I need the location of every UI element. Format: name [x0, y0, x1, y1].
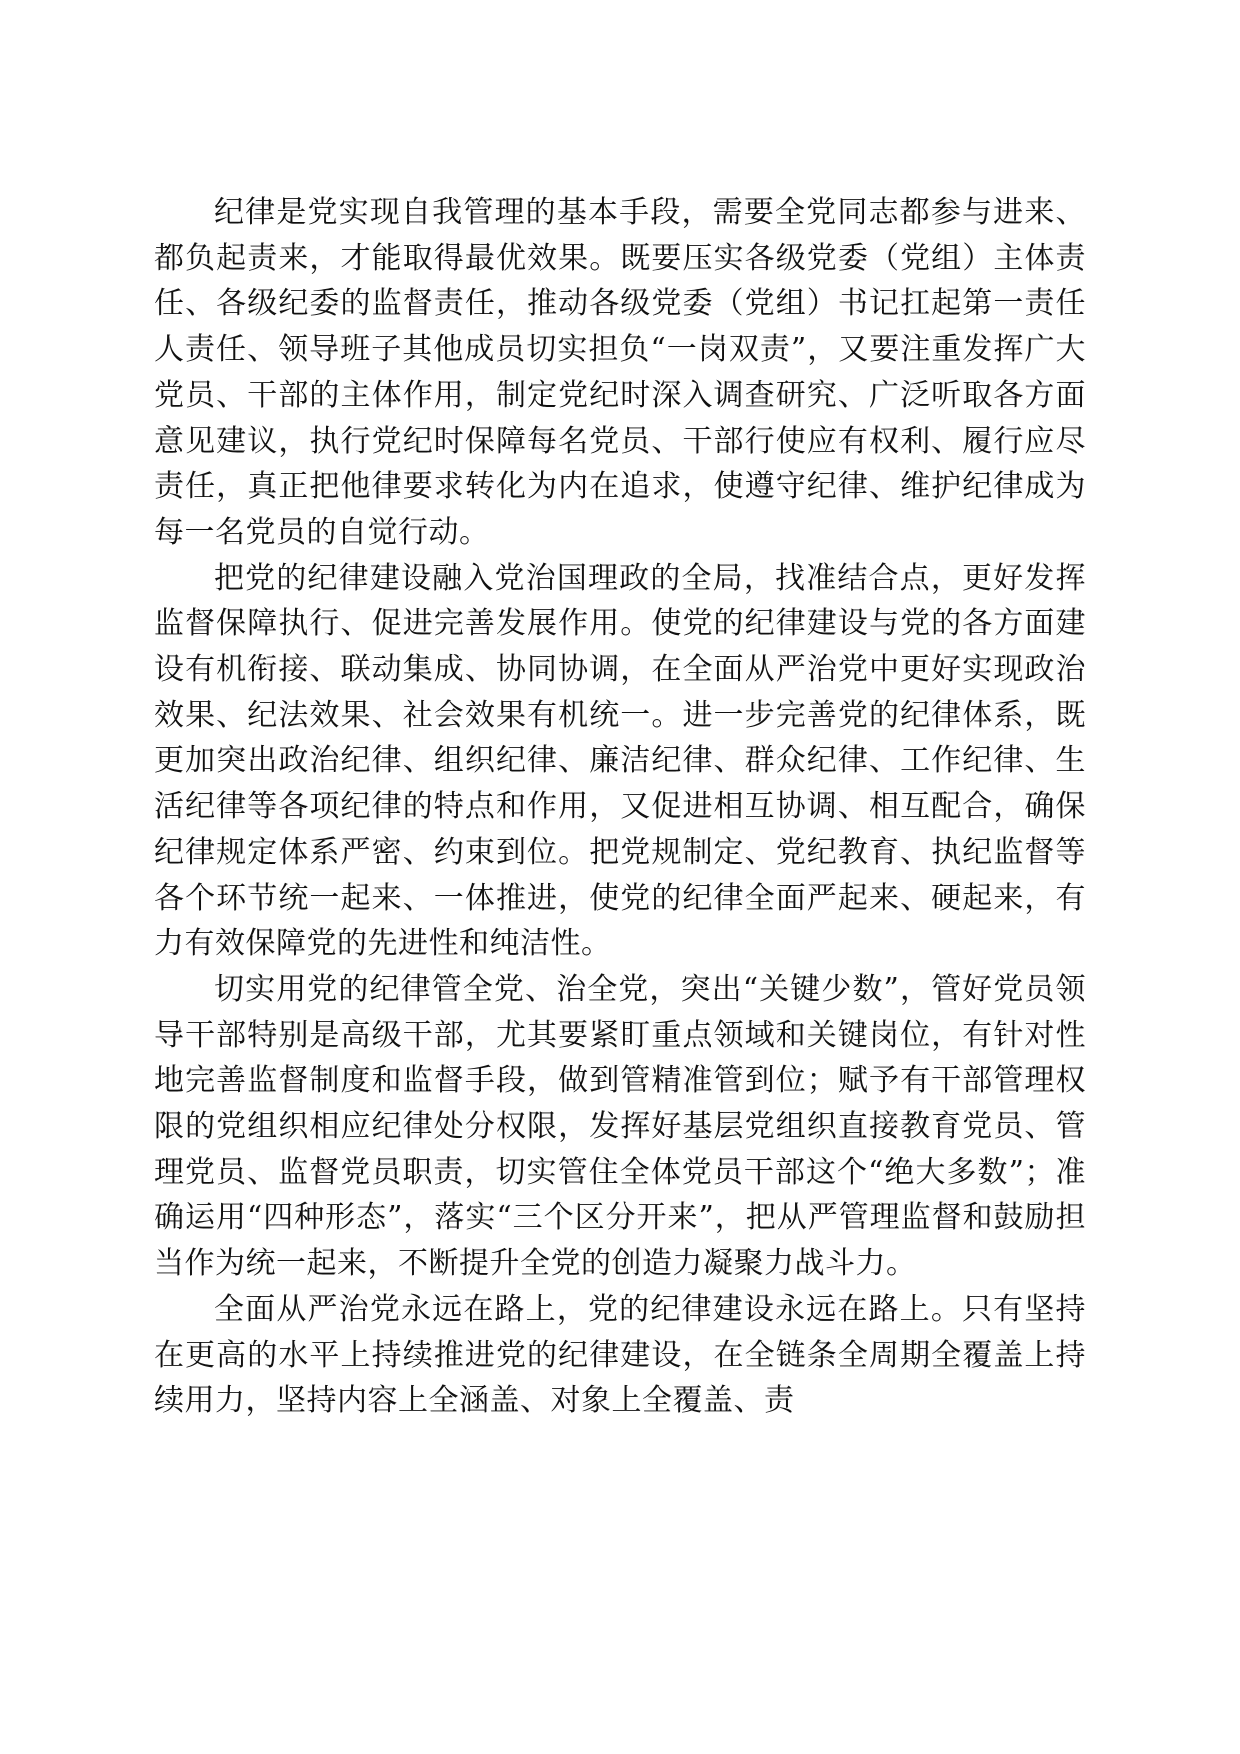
paragraph-2: 把党的纪律建设融入党治国理政的全局，找准结合点，更好发挥监督保障执行、促进完善发展作用。使党的纪律建设与党的各方面建设有机衔接、联动集成、协同协调，在全面从严治党中更好实现政治效果、纪法效果、社会效果有机统一。进一步完善党的纪律体系，既更加突出政治纪律、组织纪律、廉洁纪律、群众纪律、工作纪律、生活纪律等各项纪律的特点和作用，又促进相互协调、相互配合，确保纪律规定体系严密、约束到位。把党规制定、党纪教育、执纪监督等各个环节统一起来、一体推进，使党的纪律全面严起来、硬起来，有力有效保障党的先进性和纯洁性。 [154, 560, 1086, 962]
paragraph-1: 纪律是党实现自我管理的基本手段，需要全党同志都参与进来、都负起责来，才能取得最优效果。既要压实各级党委（党组）主体责任、各级纪委的监督责任，推动各级党委（党组）书记扛起第一责任人责任、领导班子其他成员切实担负“一岗双责”，又要注重发挥广大党员、干部的主体作用，制定党纪时深入调查研究、广泛听取各方面意见建议，执行党纪时保障每名党员、干部行使应有权利、履行应尽责任，真正把他律要求转化为内在追求，使遵守纪律、维护纪律成为每一名党员的自觉行动。 [154, 195, 1086, 550]
paragraph-4: 全面从严治党永远在路上，党的纪律建设永远在路上。只有坚持在更高的水平上持续推进党的纪律建设，在全链条全周期全覆盖上持续用力，坚持内容上全涵盖、对象上全覆盖、责 [154, 1291, 1086, 1419]
document-body [154, 190, 1086, 1424]
paragraph-3: 切实用党的纪律管全党、治全党，突出“关键少数”，管好党员领导干部特别是高级干部，尤其要紧盯重点领域和关键岗位，有针对性地完善监督制度和监督手段，做到管精准管到位；赋予有干部管理权限的党组织相应纪律处分权限，发挥好基层党组织直接教育党员、管理党员、监督党员职责，切实管住全体党员干部这个“绝大多数”；准确运用“四种形态”，落实“三个区分开来”，把从严管理监督和鼓励担当作为统一起来，不断提升全党的创造力凝聚力战斗力。 [154, 971, 1086, 1282]
